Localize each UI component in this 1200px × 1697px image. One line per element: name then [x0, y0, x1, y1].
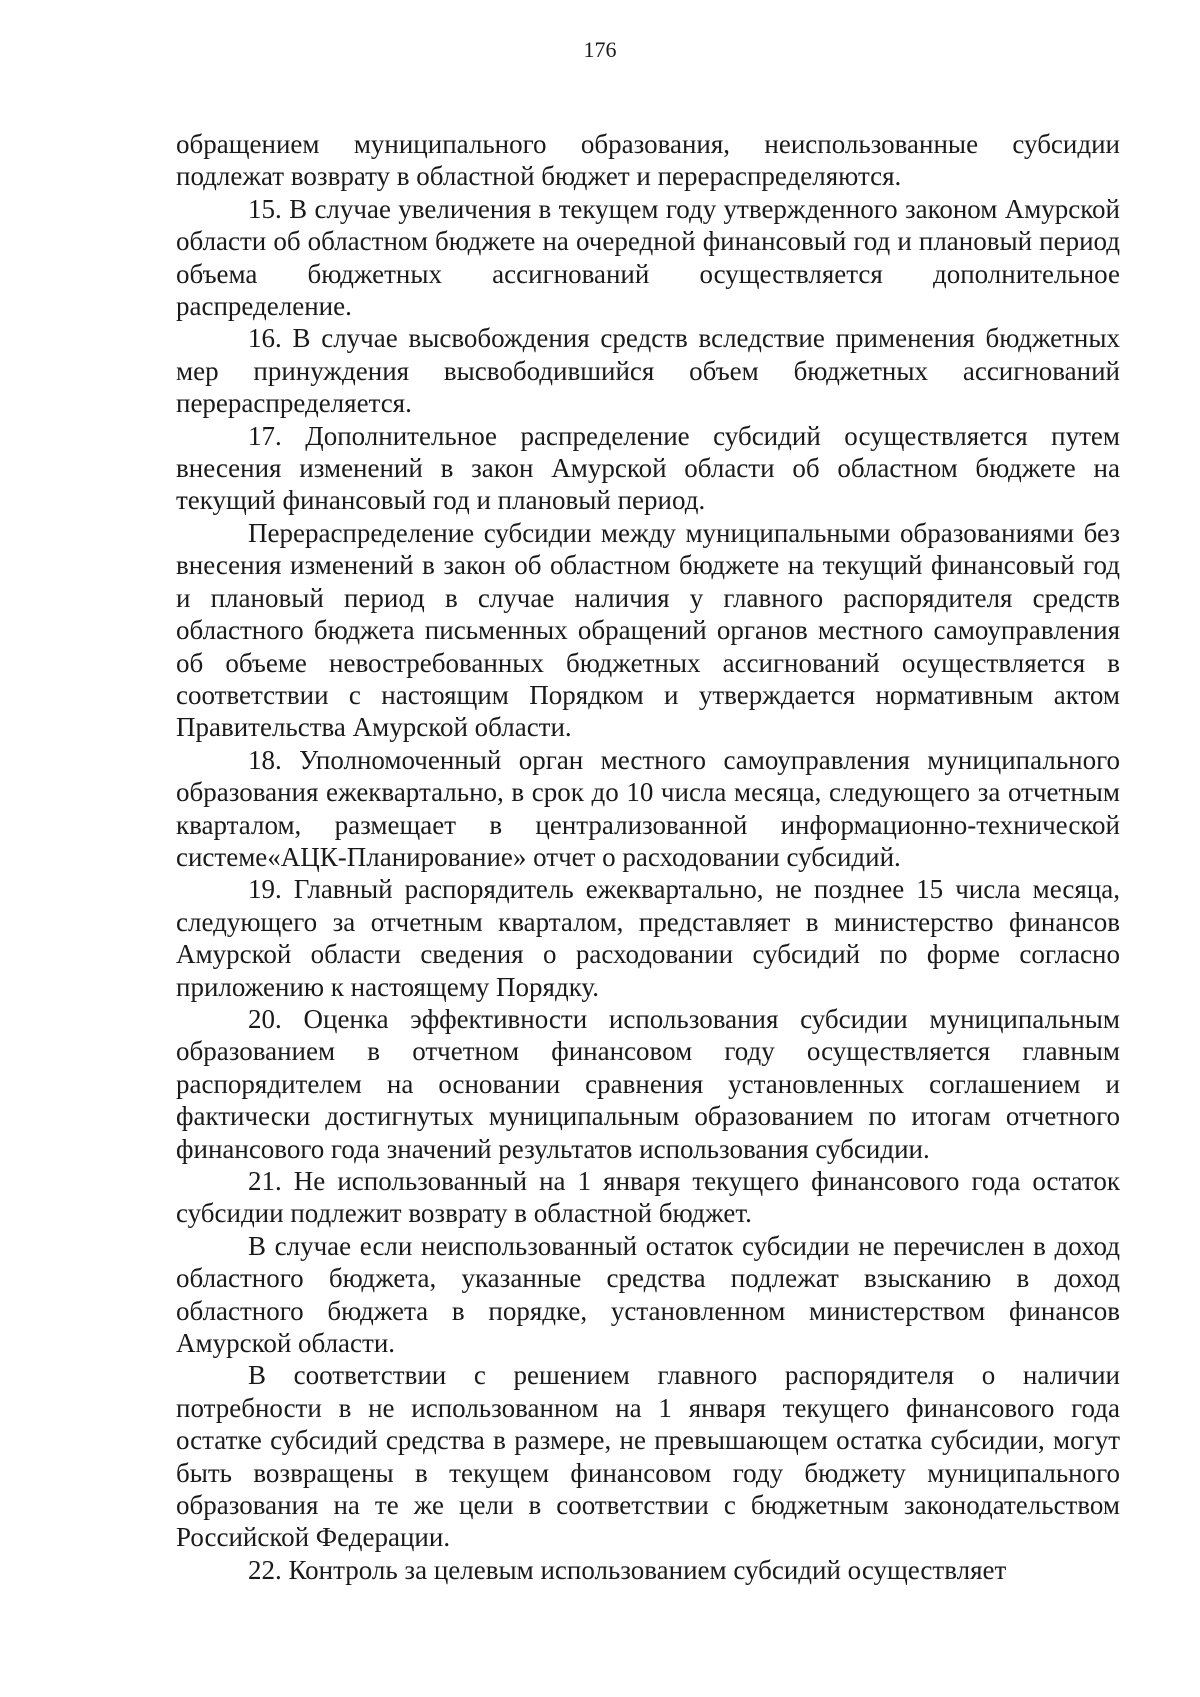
paragraph-item-15: 15. В случае увеличения в текущем году утвержденного законом Амурской области об областном бюджете на очередной финансовый год и плановый период объема бюджетных ассигнований осуществляется дополнительное распределение. [176, 193, 1120, 322]
paragraph-unreturned-balance: В случае если неиспользованный остаток субсидии не перечислен в доход областного бюджета, указанные средства подлежат взысканию в доход областного бюджета в порядке, установленном министерством финансов Амурской области. [176, 1230, 1120, 1359]
paragraph-return-decision: В соответствии с решением главного распорядителя о наличии потребности в не использованном на 1 января текущего финансового года остатке субсидий средства в размере, не превышающем остатка субсидии, могут быть возвращены в текущем финансовом году бюджету муниципального образования на те же цели в соответствии с бюджетным законодательством Российской Федерации. [176, 1360, 1120, 1553]
document-body [176, 128, 1120, 1586]
paragraph-item-17: 17. Дополнительное распределение субсидий осуществляется путем внесения изменений в закон Амурской области об областном бюджете на текущий финансовый год и плановый период. [176, 420, 1120, 516]
page-number: 176 [583, 37, 617, 62]
paragraph-item-21: 21. Не использованный на 1 января текущего финансового года остаток субсидии подлежит возврату в областной бюджет. [176, 1166, 1120, 1229]
paragraph-item-18: 18. Уполномоченный орган местного самоуправления муниципального образования ежеквартально, в срок до 10 числа месяца, следующего за отчетным кварталом, размещает в централизованной информационно-технической системе«АЦК-Планирование» отчет о расходовании субсидий. [176, 744, 1120, 872]
paragraph-item-19: 19. Главный распорядитель ежеквартально, не позднее 15 числа месяца, следующего за отчетным кварталом, представляет в министерство финансов Амурской области сведения о расходовании субсидий по форме согласно приложению к настоящему Порядку. [176, 874, 1120, 1002]
paragraph-item-22: 22. Контроль за целевым использованием субсидий осуществляет [248, 1554, 1007, 1585]
paragraph-item-20: 20. Оценка эффективности использования субсидии муниципальным образованием в отчетном финансовом году осуществляется главным распорядителем на основании сравнения установленных соглашением и фактически достигнутых муниципальным образованием по итогам отчетного финансового года значений результатов использования субсидии. [176, 1003, 1120, 1164]
paragraph-continuation: обращением муниципального образования, неиспользованные субсидии подлежат возврату в областной бюджет и перераспределяются. [176, 129, 1120, 192]
paragraph-redistribution: Перераспределение субсидии между муниципальными образованиями без внесения изменений в закон об областном бюджете на текущий финансовый год и плановый период в случае наличия у главного распорядителя средств областного бюджета письменных обращений органов местного самоуправления об объеме невостребованных бюджетных ассигнований осуществляется в соответствии с настоящим Порядком и утверждается нормативным актом Правительства Амурской области. [176, 517, 1120, 743]
paragraph-item-16: 16. В случае высвобождения средств вследствие применения бюджетных мер принуждения высвободившийся объем бюджетных ассигнований перераспределяется. [176, 323, 1120, 419]
